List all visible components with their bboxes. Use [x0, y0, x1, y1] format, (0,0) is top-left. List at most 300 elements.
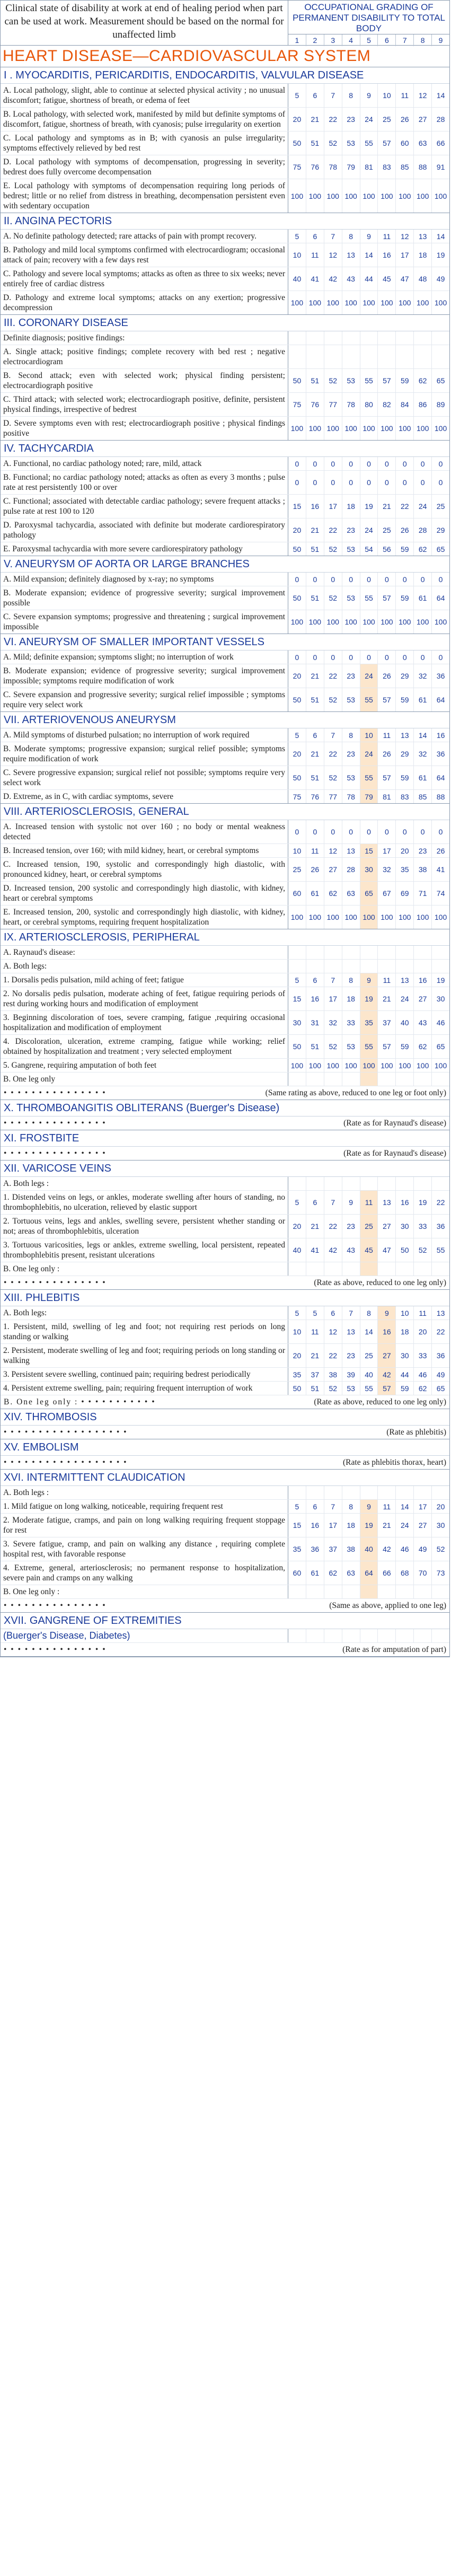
grade-cell: 8 [342, 1500, 360, 1513]
note-leader: • • • • • • • • • • • • • • • • • • [4, 1458, 128, 1467]
grade-cell: 62 [413, 542, 431, 556]
grade-cell: 100 [324, 417, 342, 440]
grade-cell: 25 [360, 1215, 378, 1238]
section [1, 929, 449, 1100]
grade-cell: 10 [395, 1306, 413, 1320]
grade-cell: 17 [324, 1514, 342, 1537]
grade-cell: 100 [431, 905, 449, 929]
grade-cell [342, 1072, 360, 1086]
table-row [1, 790, 449, 803]
section [1, 1290, 449, 1409]
row-grades [288, 1191, 449, 1214]
grade-cell: 42 [324, 267, 342, 291]
row-grades [288, 393, 449, 416]
table-row [1, 1382, 449, 1395]
grade-cell: 13 [342, 243, 360, 267]
grade-cell: 65 [431, 369, 449, 392]
grade-cell [377, 1585, 395, 1598]
grade-cell: 100 [377, 610, 395, 634]
section-title: VII. ARTERIOVENOUS ANEURYSM [1, 712, 449, 728]
grade-cell: 10 [293, 1327, 302, 1336]
grade-cell: 22 [324, 108, 342, 131]
grade-cell: 0 [377, 820, 395, 843]
grade-cell: 100 [431, 1059, 449, 1072]
row-grades [288, 844, 449, 857]
table-row [1, 586, 449, 610]
section [1, 1100, 449, 1130]
grade-cell: 51 [306, 586, 324, 610]
grade-cell: 16 [377, 1320, 395, 1343]
table-row [1, 1059, 449, 1072]
grade-cell: 52 [324, 1035, 342, 1058]
grade-cell [395, 1072, 413, 1086]
row-grades [288, 291, 449, 314]
grade-cell: 100 [290, 618, 304, 626]
row-description: A. Raynaud's disease: [1, 946, 288, 959]
grade-cell: 78 [342, 790, 360, 803]
grade-cell: 11 [377, 1500, 395, 1513]
grade-cell: 15 [293, 502, 302, 511]
row-grades [288, 688, 449, 711]
grade-number: 2 [306, 34, 324, 46]
grade-cell: 19 [360, 1514, 378, 1537]
note-text: (Same rating as above, reduced to one leg or foot only) [265, 1088, 446, 1097]
row-description: 3. Tortuous varicosities, legs or ankles, extreme swelling, local persistent, repeated thrombophlebitis present, resistant ulcerations [1, 1238, 288, 1262]
grade-cell [377, 946, 395, 959]
grade-cell: 50 [293, 139, 302, 147]
grade-number: 6 [377, 34, 395, 46]
grade-cell: 22 [324, 1344, 342, 1367]
section-title: VI. ANEURYSM OF SMALLER IMPORTANT VESSELS [1, 634, 449, 650]
grade-cell: 13 [431, 1306, 449, 1320]
grade-cell: 51 [306, 369, 324, 392]
note-text: (Same as above, applied to one leg) [329, 1601, 446, 1610]
grade-cell: 5 [295, 232, 299, 241]
grade-cell: 66 [377, 1561, 395, 1585]
grade-cell: 0 [295, 828, 299, 836]
row-grades [288, 882, 449, 905]
grade-cell: 16 [413, 973, 431, 987]
grade-cell [360, 1262, 378, 1276]
note-leader: • • • • • • • • • • • • • • • [4, 1278, 107, 1287]
table-row [1, 518, 449, 542]
row-description: C. Third attack; with selected work; electrocardiograph positive, definite, persistent physical findings, irrespective of bedrest [1, 393, 288, 416]
row-description: D. Severe symptoms even with rest; electrocardiograph positive ; physical findings positive [1, 417, 288, 440]
grade-cell: 29 [395, 664, 413, 688]
grade-cell: 53 [342, 1035, 360, 1058]
grade-cell: 21 [377, 1514, 395, 1537]
grade-cell: 50 [395, 1238, 413, 1262]
grade-cell: 0 [295, 653, 299, 662]
grade-cell: 100 [395, 291, 413, 314]
row-description: C. Increased tension, 190, systolic and correspondingly high diastolic, with pronounced kidney, heart, or cerebral symptoms [1, 858, 288, 881]
grade-cell: 83 [395, 790, 413, 803]
grade-cell: 40 [293, 1246, 302, 1254]
table-row [1, 882, 449, 905]
grade-cell: 100 [290, 1061, 304, 1070]
grade-cell: 55 [360, 688, 378, 711]
grade-cell: 0 [413, 457, 431, 470]
grade-cell [342, 1629, 360, 1642]
section [1, 712, 449, 804]
grade-cell: 78 [342, 393, 360, 416]
grade-cell: 67 [377, 882, 395, 905]
grade-cell: 100 [290, 913, 304, 921]
grade-cell: 51 [306, 131, 324, 155]
grade-cell [395, 1486, 413, 1499]
grade-cell: 100 [413, 291, 431, 314]
grade-cell: 78 [324, 155, 342, 179]
grade-cell: 35 [395, 858, 413, 881]
section-title: XI. FROSTBITE [1, 1130, 449, 1147]
grade-cell [413, 1486, 431, 1499]
grade-cell: 50 [293, 773, 302, 782]
grade-cell [324, 1629, 342, 1642]
grade-cell: 100 [431, 179, 449, 213]
grade-cell: 11 [306, 243, 324, 267]
grade-cell: 13 [395, 973, 413, 987]
grade-cell: 0 [431, 650, 449, 664]
grade-cell: 32 [377, 858, 395, 881]
grade-cell: 65 [431, 542, 449, 556]
grade-cell: 75 [293, 792, 302, 801]
grade-cell: 25 [431, 495, 449, 518]
section-note [1, 1599, 449, 1612]
grade-cell [288, 946, 306, 959]
grade-cell: 50 [293, 1042, 302, 1051]
grade-cell: 100 [306, 291, 324, 314]
grade-cell: 39 [342, 1368, 360, 1381]
grade-cell: 0 [306, 650, 324, 664]
row-description: B. Pathology and mild local symptoms confirmed with electrocardiogram; occasional attack of pain; recovery with a few days rest [1, 243, 288, 267]
grade-cell: 47 [395, 267, 413, 291]
grade-cell: 57 [377, 1382, 395, 1395]
grade-cell: 51 [306, 542, 324, 556]
table-row [1, 858, 449, 882]
grade-cell [377, 1177, 395, 1190]
row-description: 1. Distended veins on legs, or ankles, moderate swelling after hours of standing, no thrombophlebitis, no ulceration, relieved by elastic support [1, 1191, 288, 1214]
grade-cell: 100 [413, 905, 431, 929]
row-description: C. Severe expansion and progressive severity; surgical relief impossible ; symptoms require very select work [1, 688, 288, 711]
grade-cell: 100 [360, 417, 378, 440]
grade-cell: 8 [342, 84, 360, 107]
grade-cell: 9 [360, 973, 378, 987]
grade-cell: 10 [377, 84, 395, 107]
grade-cell: 14 [431, 84, 449, 107]
grade-cell: 9 [342, 1191, 360, 1214]
grade-cell: 49 [413, 1537, 431, 1561]
row-description: 3. Persistent severe swelling, continued pain; requiring bedrest periodically [1, 1368, 288, 1381]
section-title: V. ANEURYSM OF AORTA OR LARGE BRANCHES [1, 556, 449, 573]
row-grades [288, 1262, 449, 1276]
grade-cell: 100 [290, 424, 304, 433]
grade-cell: 35 [360, 1011, 378, 1034]
grade-cell [288, 1177, 306, 1190]
grade-cell: 18 [342, 1514, 360, 1537]
section-title: XVII. GANGRENE OF EXTREMITIES [1, 1613, 449, 1629]
row-grades [288, 1035, 449, 1058]
table-row [1, 1177, 449, 1191]
grade-cell [395, 1177, 413, 1190]
grade-cell: 30 [395, 1215, 413, 1238]
row-description: C. Pathology and severe local symptoms; attacks as often as three to six weeks; never entirely free of cardiac distress [1, 267, 288, 291]
row-grades [288, 1514, 449, 1537]
table-row [1, 267, 449, 291]
grade-cell: 65 [360, 882, 378, 905]
grade-cell: 38 [324, 1368, 342, 1381]
row-description: (Buerger's Disease, Diabetes) [1, 1629, 288, 1642]
grade-cell: 13 [342, 1320, 360, 1343]
grade-cell: 91 [431, 155, 449, 179]
grade-cell: 71 [413, 882, 431, 905]
grade-cell: 9 [377, 1306, 395, 1320]
grade-cell [413, 1177, 431, 1190]
grade-cell: 55 [360, 131, 378, 155]
grade-cell: 10 [293, 251, 302, 259]
grade-cell: 100 [324, 610, 342, 634]
grade-cell: 89 [431, 393, 449, 416]
grade-cell [431, 1629, 449, 1642]
grade-cell: 0 [342, 820, 360, 843]
grade-cell: 100 [431, 291, 449, 314]
row-grades [288, 973, 449, 987]
grade-cell: 28 [413, 518, 431, 542]
grade-cell: 0 [360, 820, 378, 843]
section [1, 1409, 449, 1439]
grade-cell: 85 [395, 155, 413, 179]
grade-cell: 22 [431, 1320, 449, 1343]
grade-cell [413, 345, 431, 368]
grade-cell: 7 [324, 230, 342, 243]
grade-cell: 50 [293, 376, 302, 385]
grade-cell: 23 [342, 1215, 360, 1238]
grade-cell: 53 [342, 586, 360, 610]
row-grades [288, 179, 449, 213]
table-row [1, 610, 449, 634]
grade-cell: 61 [306, 1561, 324, 1585]
grade-cell: 21 [306, 1344, 324, 1367]
grade-cell: 0 [431, 457, 449, 470]
row-description: A. Single attack; positive findings; complete recovery with bed rest ; negative electrocardiogram [1, 345, 288, 368]
grade-cell: 27 [377, 1215, 395, 1238]
grade-cell [395, 1585, 413, 1598]
grade-cell: 40 [360, 1537, 378, 1561]
grade-cell: 7 [324, 1191, 342, 1214]
grade-cell: 32 [324, 1011, 342, 1034]
grade-cell [395, 946, 413, 959]
grade-cell [324, 960, 342, 973]
grade-cell [360, 345, 378, 368]
note-leader: • • • • • • • • • • • • • • • [4, 1645, 107, 1654]
grade-cell: 74 [431, 882, 449, 905]
table-row [1, 650, 449, 664]
grade-cell: 0 [413, 650, 431, 664]
row-grades [288, 820, 449, 843]
grade-cell: 75 [293, 400, 302, 409]
grade-cell [377, 1486, 395, 1499]
section [1, 441, 449, 556]
grade-cell: 0 [395, 820, 413, 843]
grade-cell: 37 [377, 1011, 395, 1034]
grade-cell: 11 [377, 728, 395, 742]
grade-cell: 59 [395, 1035, 413, 1058]
grade-cell: 57 [377, 369, 395, 392]
grade-cell: 15 [293, 1521, 302, 1529]
grade-cell [288, 1585, 306, 1598]
grade-cell [413, 331, 431, 345]
grade-cell [324, 1262, 342, 1276]
grade-cell [306, 1177, 324, 1190]
row-grades [288, 858, 449, 881]
grade-cell: 55 [360, 586, 378, 610]
grade-cell: 43 [413, 1011, 431, 1034]
table-row [1, 1215, 449, 1238]
row-description: C. Functional; associated with detectable cardiac pathology; severe frequent attacks ; pulse rate at rest 100 to 120 [1, 495, 288, 518]
section-title: IV. TACHYCARDIA [1, 441, 449, 457]
grade-cell: 0 [342, 650, 360, 664]
grade-cell: 57 [377, 586, 395, 610]
grade-cell: 0 [377, 573, 395, 586]
grade-cell: 57 [377, 688, 395, 711]
row-grades [288, 345, 449, 368]
grade-numbers [288, 34, 449, 46]
grade-cell: 21 [306, 1215, 324, 1238]
row-grades [288, 84, 449, 107]
grade-cell: 0 [431, 820, 449, 843]
row-description: D. Increased tension, 200 systolic and correspondingly high diastolic, with kidney, heart or cerebral symptoms [1, 882, 288, 905]
grade-cell: 64 [431, 766, 449, 789]
grade-cell [413, 1585, 431, 1598]
grade-cell: 100 [306, 1059, 324, 1072]
grade-cell: 23 [342, 1344, 360, 1367]
grade-cell: 20 [293, 1351, 302, 1360]
grade-cell: 6 [324, 1306, 342, 1320]
grade-cell: 20 [413, 1320, 431, 1343]
grade-cell: 88 [431, 790, 449, 803]
note-leader: • • • • • • • • • • • • • • • [4, 1088, 107, 1097]
row-grades [288, 457, 449, 470]
grade-cell: 36 [431, 664, 449, 688]
grade-cell: 86 [413, 393, 431, 416]
table-row [1, 946, 449, 960]
row-grades [288, 1177, 449, 1190]
grade-cell: 12 [324, 243, 342, 267]
row-grades [288, 1320, 449, 1343]
grade-cell: 100 [342, 1059, 360, 1072]
grade-cell: 16 [431, 728, 449, 742]
grade-cell: 62 [324, 1561, 342, 1585]
grade-cell: 14 [360, 243, 378, 267]
grade-cell [306, 946, 324, 959]
row-description: B. Increased tension, over 160; with mild kidney, heart, or cerebral symptoms [1, 844, 288, 857]
grade-cell: 28 [342, 858, 360, 881]
grade-cell: 14 [360, 1320, 378, 1343]
grade-cell: 15 [293, 995, 302, 1003]
grade-cell: 0 [306, 471, 324, 494]
table-header [1, 1, 449, 46]
grade-cell: 57 [377, 1035, 395, 1058]
table-row [1, 573, 449, 586]
grade-cell: 53 [342, 369, 360, 392]
grade-cell: 42 [324, 1238, 342, 1262]
table-row [1, 1238, 449, 1262]
row-description: B. Moderate expansion; evidence of progressive severity; surgical improvement possible [1, 586, 288, 610]
grade-cell: 16 [395, 1191, 413, 1214]
grade-cell: 22 [431, 1191, 449, 1214]
grade-cell: 60 [293, 1569, 302, 1577]
grade-cell [395, 331, 413, 345]
grade-cell: 0 [377, 457, 395, 470]
grade-cell: 100 [360, 291, 378, 314]
table-row [1, 742, 449, 766]
grade-cell: 0 [324, 573, 342, 586]
grade-cell: 0 [413, 573, 431, 586]
grade-cell: 20 [395, 844, 413, 857]
note-leader: B. One leg only : • • • • • • • • • • • [4, 1397, 156, 1406]
row-description: A. Both legs : [1, 1177, 288, 1190]
section-title: XV. EMBOLISM [1, 1439, 449, 1456]
grade-cell: 8 [342, 230, 360, 243]
grade-cell: 29 [395, 742, 413, 766]
grade-cell: 73 [431, 1561, 449, 1585]
grade-cell: 100 [342, 417, 360, 440]
grade-cell: 0 [360, 573, 378, 586]
grade-cell: 61 [413, 586, 431, 610]
grade-cell: 27 [377, 1344, 395, 1367]
grade-cell: 100 [306, 905, 324, 929]
grade-cell: 0 [324, 820, 342, 843]
note-leader: • • • • • • • • • • • • • • • [4, 1601, 107, 1610]
grade-cell: 76 [306, 393, 324, 416]
grade-cell: 22 [395, 495, 413, 518]
grade-cell: 61 [413, 766, 431, 789]
row-description: 3. Beginning discoloration of toes, severe cramping, fatigue ,requiring occasional hospitalization and modification of employment [1, 1011, 288, 1034]
grade-cell [360, 1629, 378, 1642]
row-description: B. One leg only : [1, 1585, 288, 1598]
grade-cell: 26 [395, 108, 413, 131]
grade-cell [431, 1177, 449, 1190]
grade-cell: 50 [293, 544, 302, 553]
row-grades [288, 1629, 449, 1642]
grade-cell: 59 [395, 542, 413, 556]
section-note [1, 1456, 449, 1469]
table-row [1, 495, 449, 518]
grade-cell: 27 [413, 108, 431, 131]
grade-cell: 19 [360, 495, 378, 518]
grade-cell [395, 345, 413, 368]
grade-cell: 59 [395, 688, 413, 711]
table-row [1, 766, 449, 790]
grade-cell: 23 [342, 664, 360, 688]
grade-cell: 48 [413, 267, 431, 291]
grade-cell [360, 1072, 378, 1086]
grade-cell [324, 1486, 342, 1499]
grade-cell: 100 [342, 179, 360, 213]
row-description: B. One leg only [1, 1072, 288, 1086]
grade-cell: 11 [377, 230, 395, 243]
grade-cell: 0 [413, 820, 431, 843]
grade-cell: 18 [395, 1320, 413, 1343]
grade-cell: 46 [431, 1011, 449, 1034]
grade-cell: 59 [395, 586, 413, 610]
grade-cell: 19 [360, 987, 378, 1010]
grade-cell [306, 1486, 324, 1499]
grade-cell: 25 [377, 518, 395, 542]
table-row [1, 820, 449, 844]
row-grades [288, 960, 449, 973]
section [1, 634, 449, 712]
row-description: C. Severe expansion symptoms; progressive and threatening ; surgical improvement impossible [1, 610, 288, 634]
